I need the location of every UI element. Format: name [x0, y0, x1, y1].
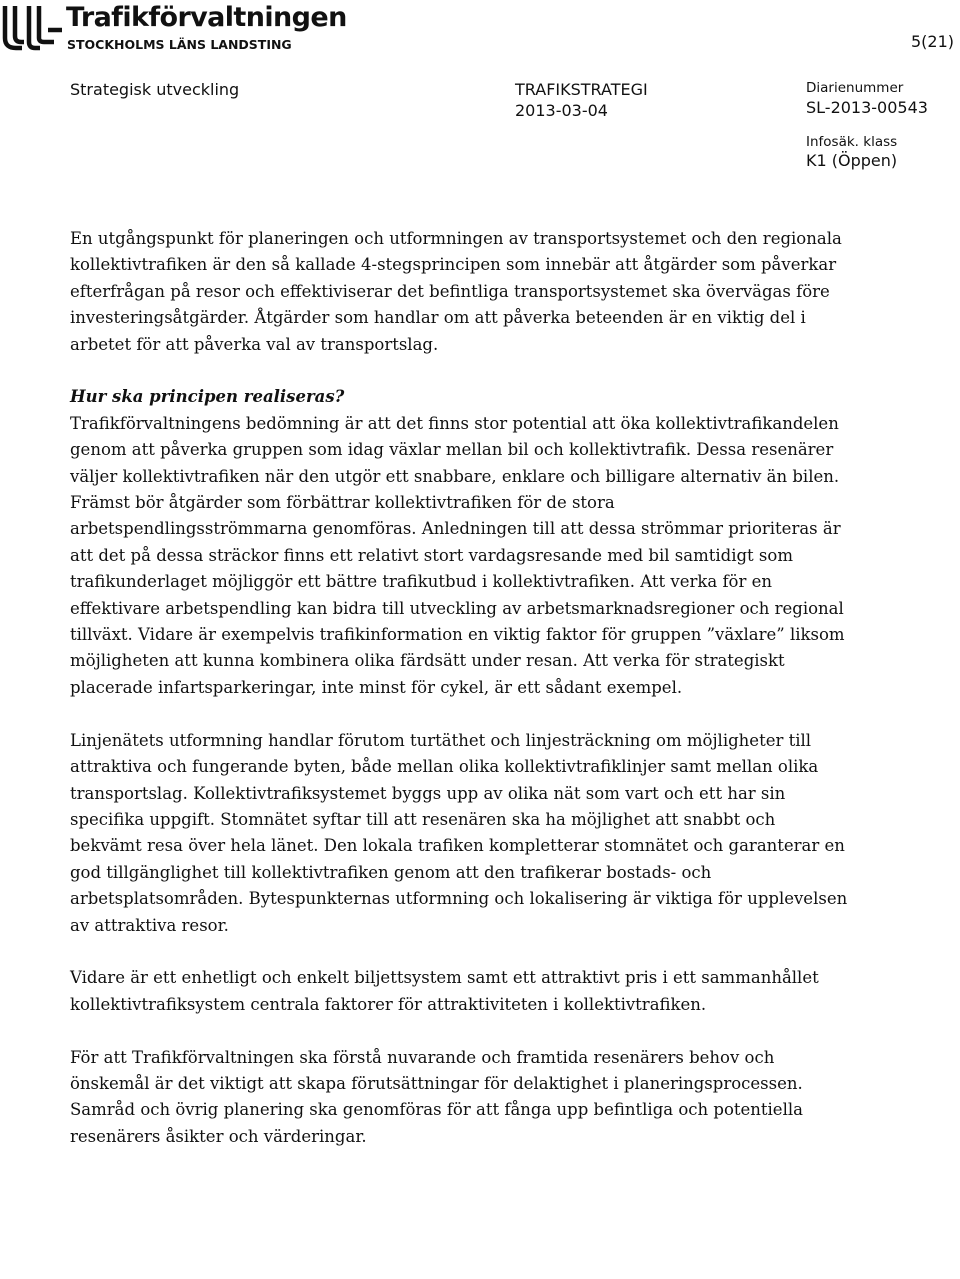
infosak-value: K1 (Öppen)	[806, 151, 898, 170]
department-name: Strategisk utveckling	[70, 80, 240, 99]
document-title: TRAFIKSTRATEGI	[515, 80, 648, 99]
logo-subtitle: STOCKHOLMS LÄNS LANDSTING	[67, 37, 292, 52]
paragraph-ticket-system: Vidare är ett enhetligt och enkelt biljettsystem samt ett attraktivt pris i ett sammanhållet kollektivtrafiksystem centrala faktorer för attraktiviteten i kollektivtrafiken.	[70, 968, 819, 1014]
paragraph-participation: För att Trafikförvaltningen ska förstå nuvarande och framtida resenärers behov och önskemål är det viktigt att skapa förutsättningar för delaktighet i planeringsprocessen. Samråd och övrig planering ska genomföras för att fånga upp befintliga och potentiella resenärers åsikter och värderingar.	[70, 1047, 803, 1146]
logo-name: Trafikförvaltningen	[66, 2, 347, 33]
logo-mark-icon	[2, 4, 62, 52]
paragraph-4-step-principle: En utgångspunkt för planeringen och utformningen av transportsystemet och den regionala kollektivtrafiken är den så kallade 4-stegsprincipen som innebär att åtgärder som påverkar efterfrågan på resor och effektiviserar det befintliga transportsystemet ska övervägas före investeringsåtgärder. Åtgärder som handlar om att påverka beteenden är en viktig del i arbetet för att påverka val av transportslag.	[70, 229, 842, 354]
document-date: 2013-03-04	[515, 101, 608, 120]
organization-logo	[2, 2, 347, 52]
diarienummer-value: SL-2013-00543	[806, 98, 928, 117]
paragraph-network-design: Linjenätets utformning handlar förutom turtäthet och linjesträckning om möjligheter till attraktiva och fungerande byten, både mellan olika kollektivtrafiklinjer samt mellan olika transportslag. Kollektivtrafiksystemet byggs upp av olika nät som vart och ett har sin specifika uppgift. Stomnätet syftar till att resenären ska ha möjlighet att snabbt och bekvämt resa över hela länet. Den lokala trafiken kompletterar stomnätet och garanterar en god tillgänglighet till kollektivtrafiken genom att den trafikerar bostads- och arbetsplatsområden. Bytespunkternas utformning och lokalisering är viktiga för upplevelsen av attraktiva resor.	[70, 730, 848, 935]
diarienummer-label: Diarienummer	[806, 80, 904, 96]
paragraph-assessment: Trafikförvaltningens bedömning är att det finns stor potential att öka kollektivtrafikandelen genom att påverka gruppen som idag växlar mellan bil och kollektivtrafik. Dessa resenärer väljer kollektivtrafiken när den utgör ett snabbare, enklare och billigare alternativ än bilen. Främst bör åtgärder som förbättrar kollektivtrafiken för de stora arbetspendlingsströmmarna genomföras. Anledningen till att dessa strömmar prioriteras är att det på dessa sträckor finns ett relativt stort vardagsresande med bil samtidigt som trafikunderlaget möjliggör ett bättre trafikutbud i kollektivtrafiken. Att verka för en effektivare arbetspendling kan bidra till utveckling av arbetsmarknadsregioner och regional tillväxt. Vidare är exempelvis trafikinformation en viktig faktor för gruppen ”växlare” liksom möjligheten att kunna kombinera olika färdsätt under resan. Att verka för strategiskt placerade infartsparkeringar, inte minst för cykel, är ett sådant exempel.	[70, 413, 845, 697]
infosak-label: Infosäk. klass	[806, 134, 898, 150]
document-body	[70, 226, 850, 1150]
page-number: 5(21)	[911, 32, 955, 51]
section-heading: Hur ska principen realiseras?	[70, 387, 345, 407]
